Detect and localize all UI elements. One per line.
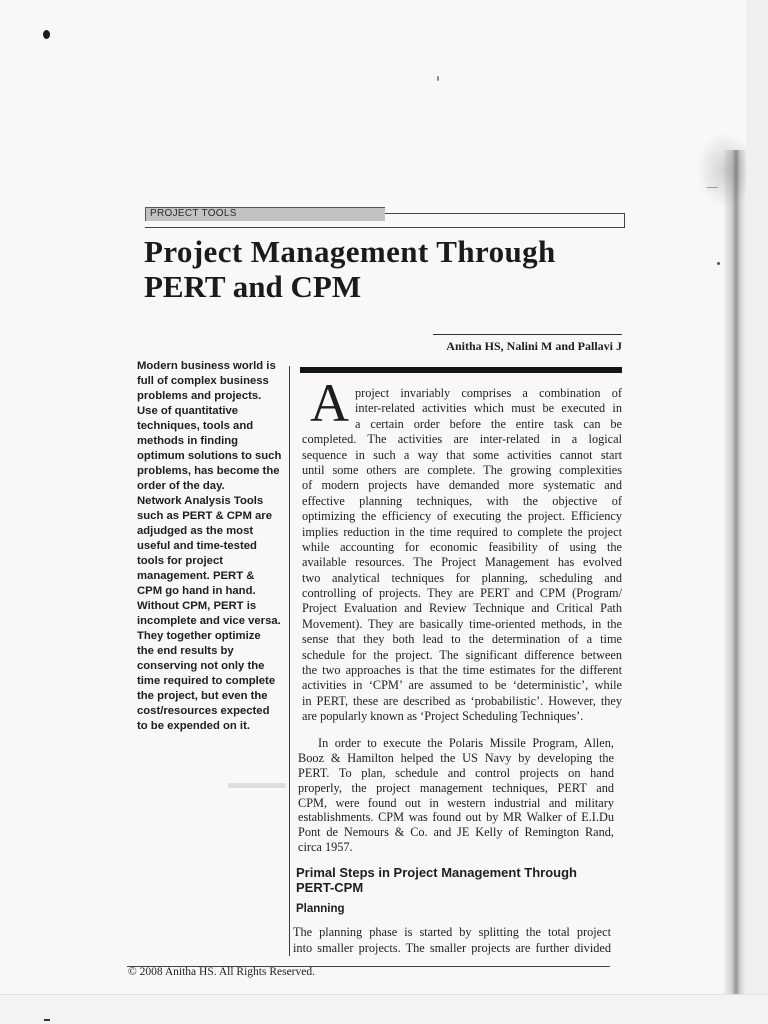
section-label: PROJECT TOOLS xyxy=(150,208,237,219)
text-line: sequence in such a way that some activities cannot start xyxy=(302,447,622,462)
sidebar-abstract xyxy=(137,359,287,734)
sidebar-line: full of complex business xyxy=(137,375,269,387)
sidebar-line: Without CPM, PERT is xyxy=(137,600,257,612)
text-line: sense that they both lead to the determination of a time xyxy=(302,632,622,647)
sidebar-line: methods in finding xyxy=(137,435,239,447)
scan-bottom-strip xyxy=(0,994,768,1024)
scan-speck xyxy=(717,262,720,265)
scan-smudge xyxy=(228,783,286,788)
sidebar-line: such as PERT & CPM are xyxy=(137,510,272,522)
sidebar-line: Network Analysis Tools xyxy=(137,495,264,507)
sidebar-line: techniques, tools and xyxy=(137,420,254,432)
text-line: Booz & Hamilton helped the US Navy by developing the xyxy=(298,750,614,765)
text-line: are popularly known as ‘Project Scheduling Techniques’. xyxy=(302,709,584,724)
text-line: the two approaches is that the time estimates for the different xyxy=(302,663,622,678)
copyright-notice: © 2008 Anitha HS. All Rights Reserved. xyxy=(128,966,315,978)
text-line: activities in ‘CPM’ are assumed to be ‘deterministic’, while xyxy=(302,678,622,693)
scan-speck xyxy=(707,187,718,188)
sidebar-line: adjudged as the most xyxy=(137,525,254,537)
sidebar-line: They together optimize xyxy=(137,630,261,642)
heading-line: Primal Steps in Project Management Through xyxy=(296,865,577,880)
scan-dot xyxy=(43,30,50,39)
sidebar-line: conserving not only the xyxy=(137,660,265,672)
column-divider xyxy=(289,366,290,956)
text-line: optimizing the efficiency of executing the project. Efficiency xyxy=(302,509,622,524)
text-line: effective planning techniques, with the objective of xyxy=(302,493,622,508)
scan-speck xyxy=(437,76,439,81)
text-line: inter-related activities which must be executed in xyxy=(355,401,622,416)
text-line: in PERT, these are described as ‘probabilistic’. However, they xyxy=(302,693,622,708)
text-line: schedule for the project. The significant difference between xyxy=(302,647,622,662)
section-heading xyxy=(296,865,616,895)
drop-cap: A xyxy=(310,373,349,433)
sidebar-line: CPM go hand in hand. xyxy=(137,585,256,597)
text-line: controlling of projects. They are PERT and CPM (Program/ xyxy=(302,586,622,601)
scan-outer-margin xyxy=(746,0,768,994)
text-line: Project Evaluation and Review Technique and Critical Path xyxy=(302,601,622,616)
sidebar-line: the end results by xyxy=(137,645,234,657)
sidebar-line: time required to complete xyxy=(137,675,276,687)
text-line: Movement). They are basically time-oriented methods, in the xyxy=(302,616,622,631)
text-line: The planning phase is started by splitting the total project xyxy=(293,925,611,939)
text-line: available resources. The Project Management has evolved xyxy=(302,555,622,570)
sidebar-line: optimum solutions to such xyxy=(137,450,282,462)
text-line: project invariably comprises a combination of xyxy=(355,386,622,400)
body-paragraph xyxy=(293,924,611,956)
header-rule xyxy=(145,227,625,228)
header-rule xyxy=(624,213,625,228)
authors-rule xyxy=(433,334,622,335)
sidebar-line: problems and projects. xyxy=(137,390,262,402)
text-line: circa 1957. xyxy=(298,840,353,855)
intro-paragraph xyxy=(302,386,622,725)
sidebar-line: the project, but even the xyxy=(137,690,268,702)
title-line: PERT and CPM xyxy=(144,269,362,304)
subheading: Planning xyxy=(296,903,345,915)
text-line: In order to execute the Polaris Missile Program, Allen, xyxy=(318,736,614,750)
text-line: properly, the project management techniques, PERT and xyxy=(298,780,614,795)
text-line: Pont de Nemours & Co. and JE Kelly of Remington Rand, xyxy=(298,825,614,840)
text-line: a certain order before the entire task can be xyxy=(355,416,622,431)
text-line: PERT. To plan, schedule and control projects on hand xyxy=(298,765,614,780)
authors-byline: Anitha HS, Nalini M and Pallavi J xyxy=(446,339,622,353)
sidebar-line: incomplete and vice versa. xyxy=(137,615,281,627)
sidebar-line: problems, has become the xyxy=(137,465,280,477)
page-edge-shadow xyxy=(724,150,746,994)
header-rule xyxy=(385,213,625,214)
sidebar-line: to be expended on it. xyxy=(137,720,250,732)
body-paragraph xyxy=(298,736,614,855)
sidebar-line: cost/resources expected xyxy=(137,705,270,717)
text-line: CPM, were found out in western industrial and military xyxy=(298,795,614,810)
sidebar-line: order of the day. xyxy=(137,480,225,492)
text-line: of modern projects have demanded more systematic and xyxy=(302,478,622,493)
text-line: completed. The activities are inter-related in a logical xyxy=(302,432,622,447)
sidebar-line: tools for project xyxy=(137,555,223,567)
text-line: until some others are complete. The growing complexities xyxy=(302,462,622,477)
sidebar-line: management. PERT & xyxy=(137,570,255,582)
sidebar-line: Use of quantitative xyxy=(137,405,239,417)
text-line: into smaller projects. The smaller projects are further divided xyxy=(293,941,611,955)
article-title xyxy=(144,234,556,304)
text-line: implies reduction in the time required to complete the project xyxy=(302,524,622,539)
heading-line: PERT-CPM xyxy=(296,880,364,895)
text-line: establishments. CPM was found out by MR Walker of E.I.Du xyxy=(298,810,614,825)
text-line: while accounting for economic feasibility of using the xyxy=(302,539,622,554)
scan-speck xyxy=(44,1019,50,1021)
sidebar-line: useful and time-tested xyxy=(137,540,257,552)
sidebar-line: Modern business world is xyxy=(137,360,276,372)
title-line: Project Management Through xyxy=(144,234,556,269)
text-line: two analytical techniques for planning, scheduling and xyxy=(302,570,622,585)
